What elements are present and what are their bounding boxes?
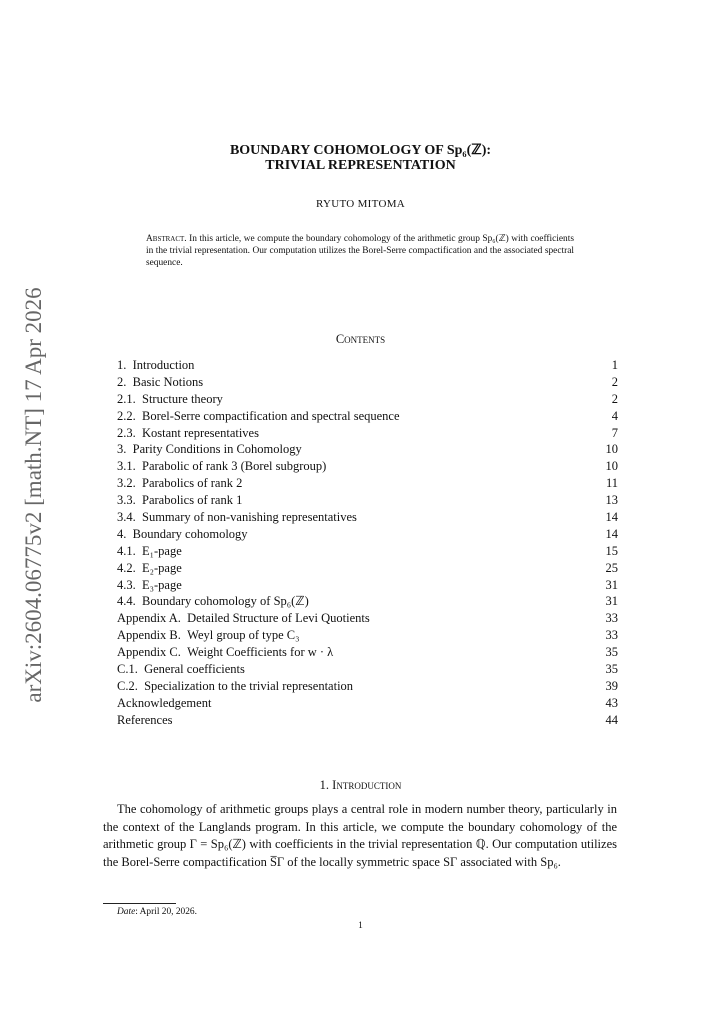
toc-entry-label [117,695,211,712]
toc-entry-number: Appendix C. [117,645,181,660]
toc-entry-label [117,627,300,644]
toc-entry-page: 7 [611,425,618,440]
toc-entry-number: 2.2. [117,408,136,423]
arxiv-identifier: arXiv:2604.06775v2 [math.NT] 17 Apr 2026 [21,287,46,703]
toc-entry-label [117,678,353,695]
page-number: 1 [358,921,363,931]
toc-entry-page: 10 [605,459,618,474]
toc-entry-page: 2 [611,374,618,389]
paper-title-line-1: BOUNDARY COHOMOLOGY OF Sp₆(ℤ): [229,143,492,158]
toc-entry-title: Parity Conditions in Cohomology [132,442,302,457]
toc-entry-title: Detailed Structure of Levi Quotients [187,611,370,626]
toc-entry[interactable] [117,661,618,678]
toc-entry-title: Parabolics of rank 1 [142,493,243,508]
abstract-label: Abstract. [146,234,187,244]
toc-entry-page: 25 [605,560,618,575]
toc-entry[interactable] [117,593,618,610]
toc-entry-label [117,560,182,577]
toc-entry[interactable] [117,408,618,425]
toc-entry-label [117,526,248,543]
toc-entry-label [117,661,245,678]
toc-entry-label [117,509,357,526]
toc-entry-title: Weight Coefficients for w · λ [187,645,334,660]
toc-entry-page: 33 [605,628,618,643]
toc-entry-number: 3.1. [117,459,136,474]
toc-entry-title: E₂-page [142,560,182,575]
toc-entry-number: 1. [117,358,127,372]
toc-entry-page: 35 [605,662,618,677]
toc-entry-number: 2.1. [117,391,136,406]
toc-entry-page: 39 [605,678,618,693]
toc-entry-label [117,475,242,492]
toc-entry-number: C.1. [117,662,138,677]
toc-entry-label [117,543,182,560]
toc-entry-number: Appendix B. [117,628,181,643]
toc-entry-number: C.2. [117,678,138,693]
toc-entry[interactable] [117,712,618,729]
toc-entry-number: 3.2. [117,476,136,491]
toc-entry-label [117,391,223,408]
toc-entry-page: 31 [605,594,618,609]
toc-entry[interactable] [117,610,618,627]
toc-entry[interactable] [117,492,618,509]
toc-entry[interactable] [117,475,618,492]
toc-entry-page: 33 [605,611,618,626]
toc-entry-label [117,357,194,374]
toc-entry-label [117,593,309,610]
toc-entry-title: Weyl group of type C₃ [187,628,300,643]
footnote-date [117,907,197,917]
toc-entry-label [117,610,370,627]
toc-entry-title: Summary of non-vanishing representatives [142,510,357,525]
toc-entry[interactable] [117,695,618,712]
toc-entry-title: Acknowledgement [117,695,212,710]
toc-entry-number: 4.3. [117,577,136,592]
toc-entry[interactable] [117,577,618,594]
footnote-rule [103,903,176,904]
toc-entry-number: 2.3. [117,425,136,440]
toc-entry-page: 31 [605,577,618,592]
toc-entry-number: 3.4. [117,510,136,525]
toc-entry[interactable] [117,374,618,391]
toc-entry-number: 4.4. [117,594,136,609]
toc-entry-page: 4 [611,408,618,423]
toc-entry-label [117,712,173,729]
toc-entry-label [117,577,182,594]
footnote-label: Date [117,907,136,917]
toc-entry[interactable] [117,543,618,560]
toc-entry-page: 15 [605,543,618,558]
toc-entry[interactable] [117,357,618,374]
toc-entry-number: 3. [117,442,127,457]
footnote-text: : April 20, 2026. [135,907,197,917]
arxiv-sidebar [16,285,52,705]
toc-entry-label [117,644,333,661]
toc-entry[interactable] [117,560,618,577]
toc-entry-title: Parabolics of rank 2 [142,476,243,491]
toc-entry-title: Parabolic of rank 3 (Borel subgroup) [142,459,327,474]
toc-entry[interactable] [117,509,618,526]
toc-entry-page: 44 [605,712,618,727]
toc-entry[interactable] [117,391,618,408]
toc-entry-title: References [117,712,173,727]
toc-entry-label [117,425,259,442]
toc-entry-page: 10 [605,442,618,457]
toc-entry-title: E₁-page [142,543,182,558]
toc-entry-page: 11 [605,476,618,491]
toc-entry-title: Borel-Serre compactification and spectral sequence [142,408,400,423]
toc-entry[interactable] [117,627,618,644]
toc-entry-label [117,408,400,425]
toc-entry[interactable] [117,458,618,475]
toc-entry-label [117,441,302,458]
contents-heading: Contents [335,332,386,346]
toc-entry-page: 2 [611,391,618,406]
toc-entry-page: 35 [605,645,618,660]
toc-entry[interactable] [117,526,618,543]
toc-entry-title: Basic Notions [132,374,204,389]
toc-entry-number: 4.1. [117,543,136,558]
toc-entry-title: Introduction [132,358,195,372]
abstract [146,233,574,269]
table-of-contents [117,357,618,729]
paper-title-line-2: TRIVIAL REPRESENTATION [265,158,456,173]
toc-entry-number: Appendix A. [117,611,181,626]
toc-entry-title: Structure theory [142,391,223,406]
toc-entry[interactable] [117,441,618,458]
toc-entry-page: 13 [605,493,618,508]
toc-entry-page: 14 [605,526,618,541]
toc-entry-number: 4. [117,526,127,541]
toc-entry-page: 14 [605,510,618,525]
toc-entry-title: Boundary cohomology [132,526,248,541]
toc-entry[interactable] [117,678,618,695]
toc-entry[interactable] [117,425,618,442]
toc-entry-title: E₃-page [142,577,182,592]
toc-entry[interactable] [117,644,618,661]
toc-entry-title: Boundary cohomology of Sp₆(ℤ) [142,594,309,609]
introduction-paragraph [103,801,617,871]
toc-entry-number: 2. [117,374,127,389]
introduction-text: The cohomology of arithmetic groups plays a central role in modern number theory, particularly in the context of the Langlands program. In this article, we compute the boundary cohomology of the arithmetic group Γ = Sp₆(ℤ) with coefficients in the trivial representation ℚ. Our computation utilizes the Borel-Serre compactification S̅Γ of the locally symmetric space SΓ associated with Sp₆. [103,802,617,869]
section-heading-text: 1. Introduction [319,778,402,792]
author-name: RYUTO MITOMA [315,198,406,210]
toc-entry-title: Specialization to the trivial representation [144,678,354,693]
toc-entry-title: General coefficients [144,662,245,677]
abstract-text: In this article, we compute the boundary cohomology of the arithmetic group Sp₆(ℤ) with coefficients in the trivial representation. Our computation utilizes the Borel-Serre compactification and the associated spectral sequence. [146,234,575,268]
toc-entry-page: 43 [605,695,618,710]
toc-entry-page: 1 [611,358,618,372]
toc-entry-number: 3.3. [117,493,136,508]
toc-entry-label [117,492,242,509]
toc-entry-number: 4.2. [117,560,136,575]
toc-entry-label [117,374,203,391]
toc-entry-title: Kostant representatives [142,425,259,440]
toc-entry-label [117,458,326,475]
section-heading-introduction [0,778,721,793]
